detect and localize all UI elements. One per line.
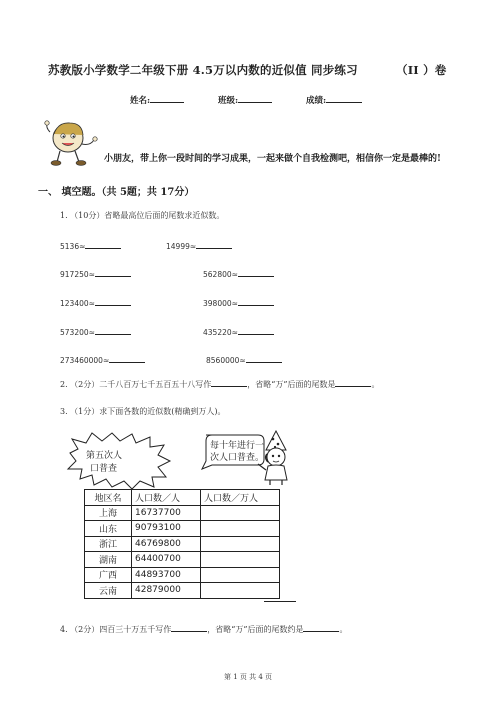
bubble-left-line1: 第五次人 — [86, 451, 123, 461]
answer-blank[interactable] — [264, 601, 296, 602]
class-label: 班级: — [218, 96, 239, 106]
q1-item: 14999≈ — [166, 239, 232, 251]
title-main: 苏教版小学数学二年级下册 4.5万以内数的近似值 同步练习 — [48, 63, 358, 77]
q1-item: 573200≈ — [60, 325, 131, 337]
bubble-right-line1: 每十年进行一 — [210, 441, 265, 451]
q1-item: 273460000≈ — [60, 353, 145, 365]
table-row: 广西 44893700 — [85, 567, 280, 583]
name-blank[interactable] — [150, 93, 184, 103]
answer-blank[interactable] — [238, 296, 274, 306]
q1-item: 917250≈ — [60, 267, 131, 279]
bubble-left-line2: 口普查 — [90, 464, 118, 474]
table-header: 人口数／万人 — [201, 490, 280, 506]
name-field[interactable] — [130, 93, 184, 106]
answer-cell[interactable] — [201, 521, 280, 537]
encouragement-text: 小朋友，带上你一段时间的学习成果，一起来做个自我检测吧，相信你一定是最棒的! — [104, 154, 441, 164]
title-suffix: （II ）卷 — [396, 63, 447, 77]
answer-blank[interactable] — [238, 325, 274, 335]
answer-blank[interactable] — [109, 353, 145, 363]
table-row: 云南 42879000 — [85, 583, 280, 599]
table-row: 上海 16737700 — [85, 505, 280, 521]
population-table — [84, 489, 280, 599]
page-title — [48, 62, 447, 78]
answer-cell[interactable] — [201, 505, 280, 521]
mascot-illustration — [44, 116, 100, 168]
q1-item: 562800≈ — [203, 267, 274, 279]
table-row: 浙江 46769800 — [85, 536, 280, 552]
answer-blank[interactable] — [95, 296, 131, 306]
answer-blank[interactable] — [85, 239, 121, 249]
answer-blank[interactable] — [238, 267, 274, 277]
answer-blank[interactable] — [211, 377, 247, 387]
q1-item: 398000≈ — [203, 296, 274, 308]
question-1-stem: 1. （10分）省略最高位后面的尾数求近似数。 — [60, 211, 225, 220]
answer-blank[interactable] — [171, 622, 207, 632]
score-label: 成绩: — [306, 96, 327, 106]
answer-blank[interactable] — [335, 377, 371, 387]
table-row: 湖南 64400700 — [85, 552, 280, 568]
table-header-row — [85, 490, 280, 506]
q1-item: 5136≈ — [60, 239, 121, 251]
starburst-bubble — [64, 431, 176, 489]
answer-blank[interactable] — [95, 325, 131, 335]
page-footer: 第 1 页 共 4 页 — [223, 673, 273, 681]
question-4: 4. （2分）四百三十万五千写作 ，省略“万”后面的尾数约是 。 — [60, 622, 347, 635]
table-row: 山东 90793100 — [85, 521, 280, 537]
score-blank[interactable] — [326, 93, 362, 103]
q1-item: 8560000≈ — [206, 353, 282, 365]
answer-blank[interactable] — [246, 353, 282, 363]
name-label: 姓名: — [130, 96, 151, 106]
answer-blank[interactable] — [196, 239, 232, 249]
class-blank[interactable] — [238, 93, 272, 103]
child-illustration — [254, 430, 300, 486]
answer-blank[interactable] — [303, 622, 339, 632]
q1-item: 435220≈ — [203, 325, 274, 337]
table-header: 地区名 — [85, 490, 132, 506]
score-field[interactable] — [306, 93, 362, 106]
section-title: 一、 填空题。（共 5题；共 17分） — [38, 187, 195, 198]
answer-cell[interactable] — [201, 567, 280, 583]
table-header: 人口数／人 — [132, 490, 201, 506]
answer-cell[interactable] — [201, 536, 280, 552]
answer-cell[interactable] — [201, 583, 280, 599]
answer-cell[interactable] — [201, 552, 280, 568]
answer-blank[interactable] — [95, 267, 131, 277]
bubble-right-line2: 次人口普查。 — [210, 453, 265, 463]
class-field[interactable] — [218, 93, 272, 106]
question-2: 2. （2分）二千八百万七千五百五十八写作 ，省略“万”后面的尾数是 。 — [60, 377, 379, 390]
question-3-stem: 3. （1分）求下面各数的近似数(精确到万人)。 — [60, 407, 226, 416]
q1-item: 123400≈ — [60, 296, 131, 308]
